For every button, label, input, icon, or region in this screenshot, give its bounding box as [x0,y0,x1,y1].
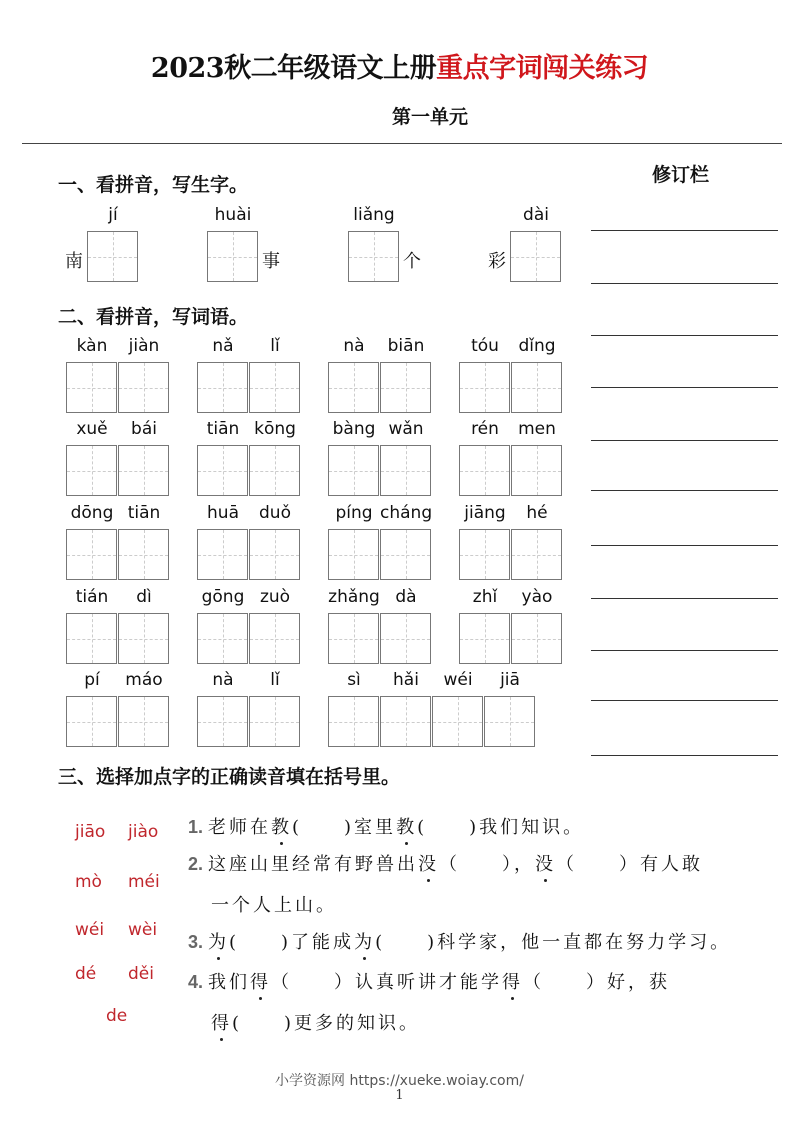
question-text: （ ）认真听讲才能学 [271,972,503,993]
writing-box[interactable] [380,362,431,413]
writing-box[interactable] [328,362,379,413]
page-title [0,46,799,85]
pinyin-label: kàn [76,336,108,356]
pinyin-option: wéi [75,920,105,940]
revision-line[interactable] [591,335,778,336]
title-main: 2023秋二年级语文上册 [150,53,437,84]
pinyin-label: jiàn [128,336,160,356]
dotted-char: 得 [250,972,272,993]
question-text: （ ）， [439,854,536,875]
writing-box[interactable] [511,362,562,413]
writing-box[interactable] [328,445,379,496]
dotted-char: 教 [396,817,418,838]
writing-box[interactable] [510,231,561,282]
pinyin-label: zhǎng [328,587,380,607]
writing-box[interactable] [197,613,248,664]
revision-line[interactable] [591,598,778,599]
pinyin-label: men [518,419,556,439]
title-highlight: 重点字词闯关练习 [436,53,649,84]
footer-source: 小学资源网 https://xueke.woiay.com/ [275,1073,524,1089]
pinyin-label: sì [347,670,361,690]
writing-box[interactable] [432,696,483,747]
dotted-char: 为 [208,932,230,953]
question-continuation: 一个人上山。 [211,895,337,916]
writing-box[interactable] [380,529,431,580]
pinyin-label: cháng [380,503,433,523]
writing-box[interactable] [511,529,562,580]
writing-box[interactable] [380,696,431,747]
writing-box[interactable] [249,613,300,664]
pinyin-label: nà [343,336,365,356]
writing-box[interactable] [87,231,138,282]
revision-line[interactable] [591,650,778,651]
pinyin-label: duǒ [259,503,291,523]
question-number: 3. [188,932,209,952]
pinyin-option: jiào [128,822,159,842]
pinyin-label: bái [131,419,157,439]
section3-heading: 三、选择加点字的正确读音填在括号里。 [58,766,401,788]
writing-box[interactable] [197,529,248,580]
writing-box[interactable] [511,613,562,664]
pinyin-option: méi [128,872,160,892]
dotted-char: 得 [211,1013,232,1034]
suffix-char: 事 [262,251,280,272]
question-number: 2. [188,854,209,874]
pinyin-label: nà [212,670,234,690]
writing-box[interactable] [511,445,562,496]
pinyin-label: lǐ [270,336,280,356]
prefix-char: 南 [65,251,83,272]
writing-box[interactable] [459,613,510,664]
revision-line[interactable] [591,387,778,388]
pinyin-option: de [106,1006,128,1026]
writing-box[interactable] [66,613,117,664]
section2-heading: 二、看拼音，写词语。 [58,306,249,328]
dotted-char: 为 [354,932,376,953]
question-3 [188,928,731,954]
pinyin-label: liǎng [353,205,395,225]
pinyin-label: jí [108,205,118,225]
writing-box[interactable] [118,529,169,580]
revision-line[interactable] [591,440,778,441]
revision-line[interactable] [591,283,778,284]
revision-line[interactable] [591,230,778,231]
pinyin-label: dài [523,205,549,225]
writing-box[interactable] [197,445,248,496]
writing-box[interactable] [118,362,169,413]
writing-box[interactable] [197,696,248,747]
question-text: ( )更多的知识。 [232,1013,421,1034]
pinyin-label: jiā [500,670,520,690]
writing-box[interactable] [348,231,399,282]
pinyin-label: dǐng [518,336,556,356]
pinyin-label: dì [136,587,152,607]
pinyin-label: xuě [76,419,108,439]
pinyin-label: zuò [259,587,291,607]
page-number: 1 [395,1088,404,1103]
pinyin-label: lǐ [270,670,280,690]
writing-box[interactable] [249,529,300,580]
header-divider [22,143,782,144]
pinyin-option: mò [75,872,102,892]
question-text: ( )科学家，他一直都在努力学习。 [375,932,732,953]
pinyin-label: zhǐ [472,587,498,607]
pinyin-label: tián [75,587,109,607]
pinyin-label: píng [335,503,373,523]
writing-box[interactable] [197,362,248,413]
writing-box[interactable] [249,696,300,747]
question-continuation [211,1009,420,1035]
writing-box[interactable] [249,362,300,413]
pinyin-label: nǎ [212,336,234,356]
writing-box[interactable] [380,445,431,496]
question-text: 这座山里经常有野兽出 [208,854,419,875]
question-text: （ ）有人敢 [556,854,704,875]
writing-box[interactable] [328,613,379,664]
writing-box[interactable] [459,362,510,413]
dotted-char: 教 [271,817,293,838]
revision-line[interactable] [591,700,778,701]
pinyin-label: yào [521,587,553,607]
section1-heading: 一、看拼音，写生字。 [58,174,249,196]
prefix-char: 彩 [488,251,506,272]
question-1 [188,813,584,839]
pinyin-option: wèi [128,920,158,940]
question-2 [188,850,703,876]
writing-box[interactable] [484,696,535,747]
pinyin-label: kōng [254,419,296,439]
revision-title: 修订栏 [652,164,710,186]
question-text: ( )室里 [292,817,397,838]
pinyin-option: děi [128,964,154,984]
writing-box[interactable] [66,362,117,413]
revision-line[interactable] [591,490,778,491]
question-text: ( )了能成 [229,932,355,953]
dotted-char: 没 [418,854,440,875]
pinyin-label: bàng [332,419,376,439]
pinyin-label: gōng [201,587,245,607]
revision-line[interactable] [591,755,778,756]
pinyin-label: tiān [206,419,240,439]
question-number: 1. [188,817,209,837]
pinyin-label: biān [387,336,425,356]
writing-box[interactable] [207,231,258,282]
dotted-char: 得 [502,972,524,993]
pinyin-label: huā [207,503,239,523]
writing-box[interactable] [328,696,379,747]
pinyin-label: tóu [471,336,499,356]
unit-subtitle: 第一单元 [391,106,468,128]
writing-box[interactable] [459,445,510,496]
pinyin-label: wéi [443,670,473,690]
pinyin-label: pí [84,670,100,690]
question-text: 老师在 [208,817,272,838]
writing-box[interactable] [380,613,431,664]
pinyin-label: tiān [127,503,161,523]
writing-box[interactable] [66,529,117,580]
writing-box[interactable] [66,445,117,496]
pinyin-label: dōng [70,503,114,523]
writing-box[interactable] [328,529,379,580]
pinyin-option: jiāo [75,822,106,842]
writing-box[interactable] [118,696,169,747]
pinyin-label: dà [395,587,417,607]
pinyin-label: rén [471,419,499,439]
pinyin-label: hé [526,503,548,523]
pinyin-label: wǎn [388,419,424,439]
writing-box[interactable] [249,445,300,496]
question-number: 4. [188,972,209,992]
revision-line[interactable] [591,545,778,546]
pinyin-option: dé [75,964,97,984]
pinyin-label: jiāng [464,503,506,523]
question-text: （ ）好，获 [523,972,671,993]
writing-box[interactable] [118,445,169,496]
dotted-char: 没 [535,854,557,875]
question-4 [188,968,670,994]
suffix-char: 个 [403,251,421,272]
question-text: ( )我们知识。 [417,817,585,838]
writing-box[interactable] [459,529,510,580]
pinyin-label: hǎi [393,670,419,690]
pinyin-label: huài [214,205,252,225]
writing-box[interactable] [66,696,117,747]
writing-box[interactable] [118,613,169,664]
pinyin-label: máo [125,670,163,690]
question-text: 我们 [208,972,251,993]
